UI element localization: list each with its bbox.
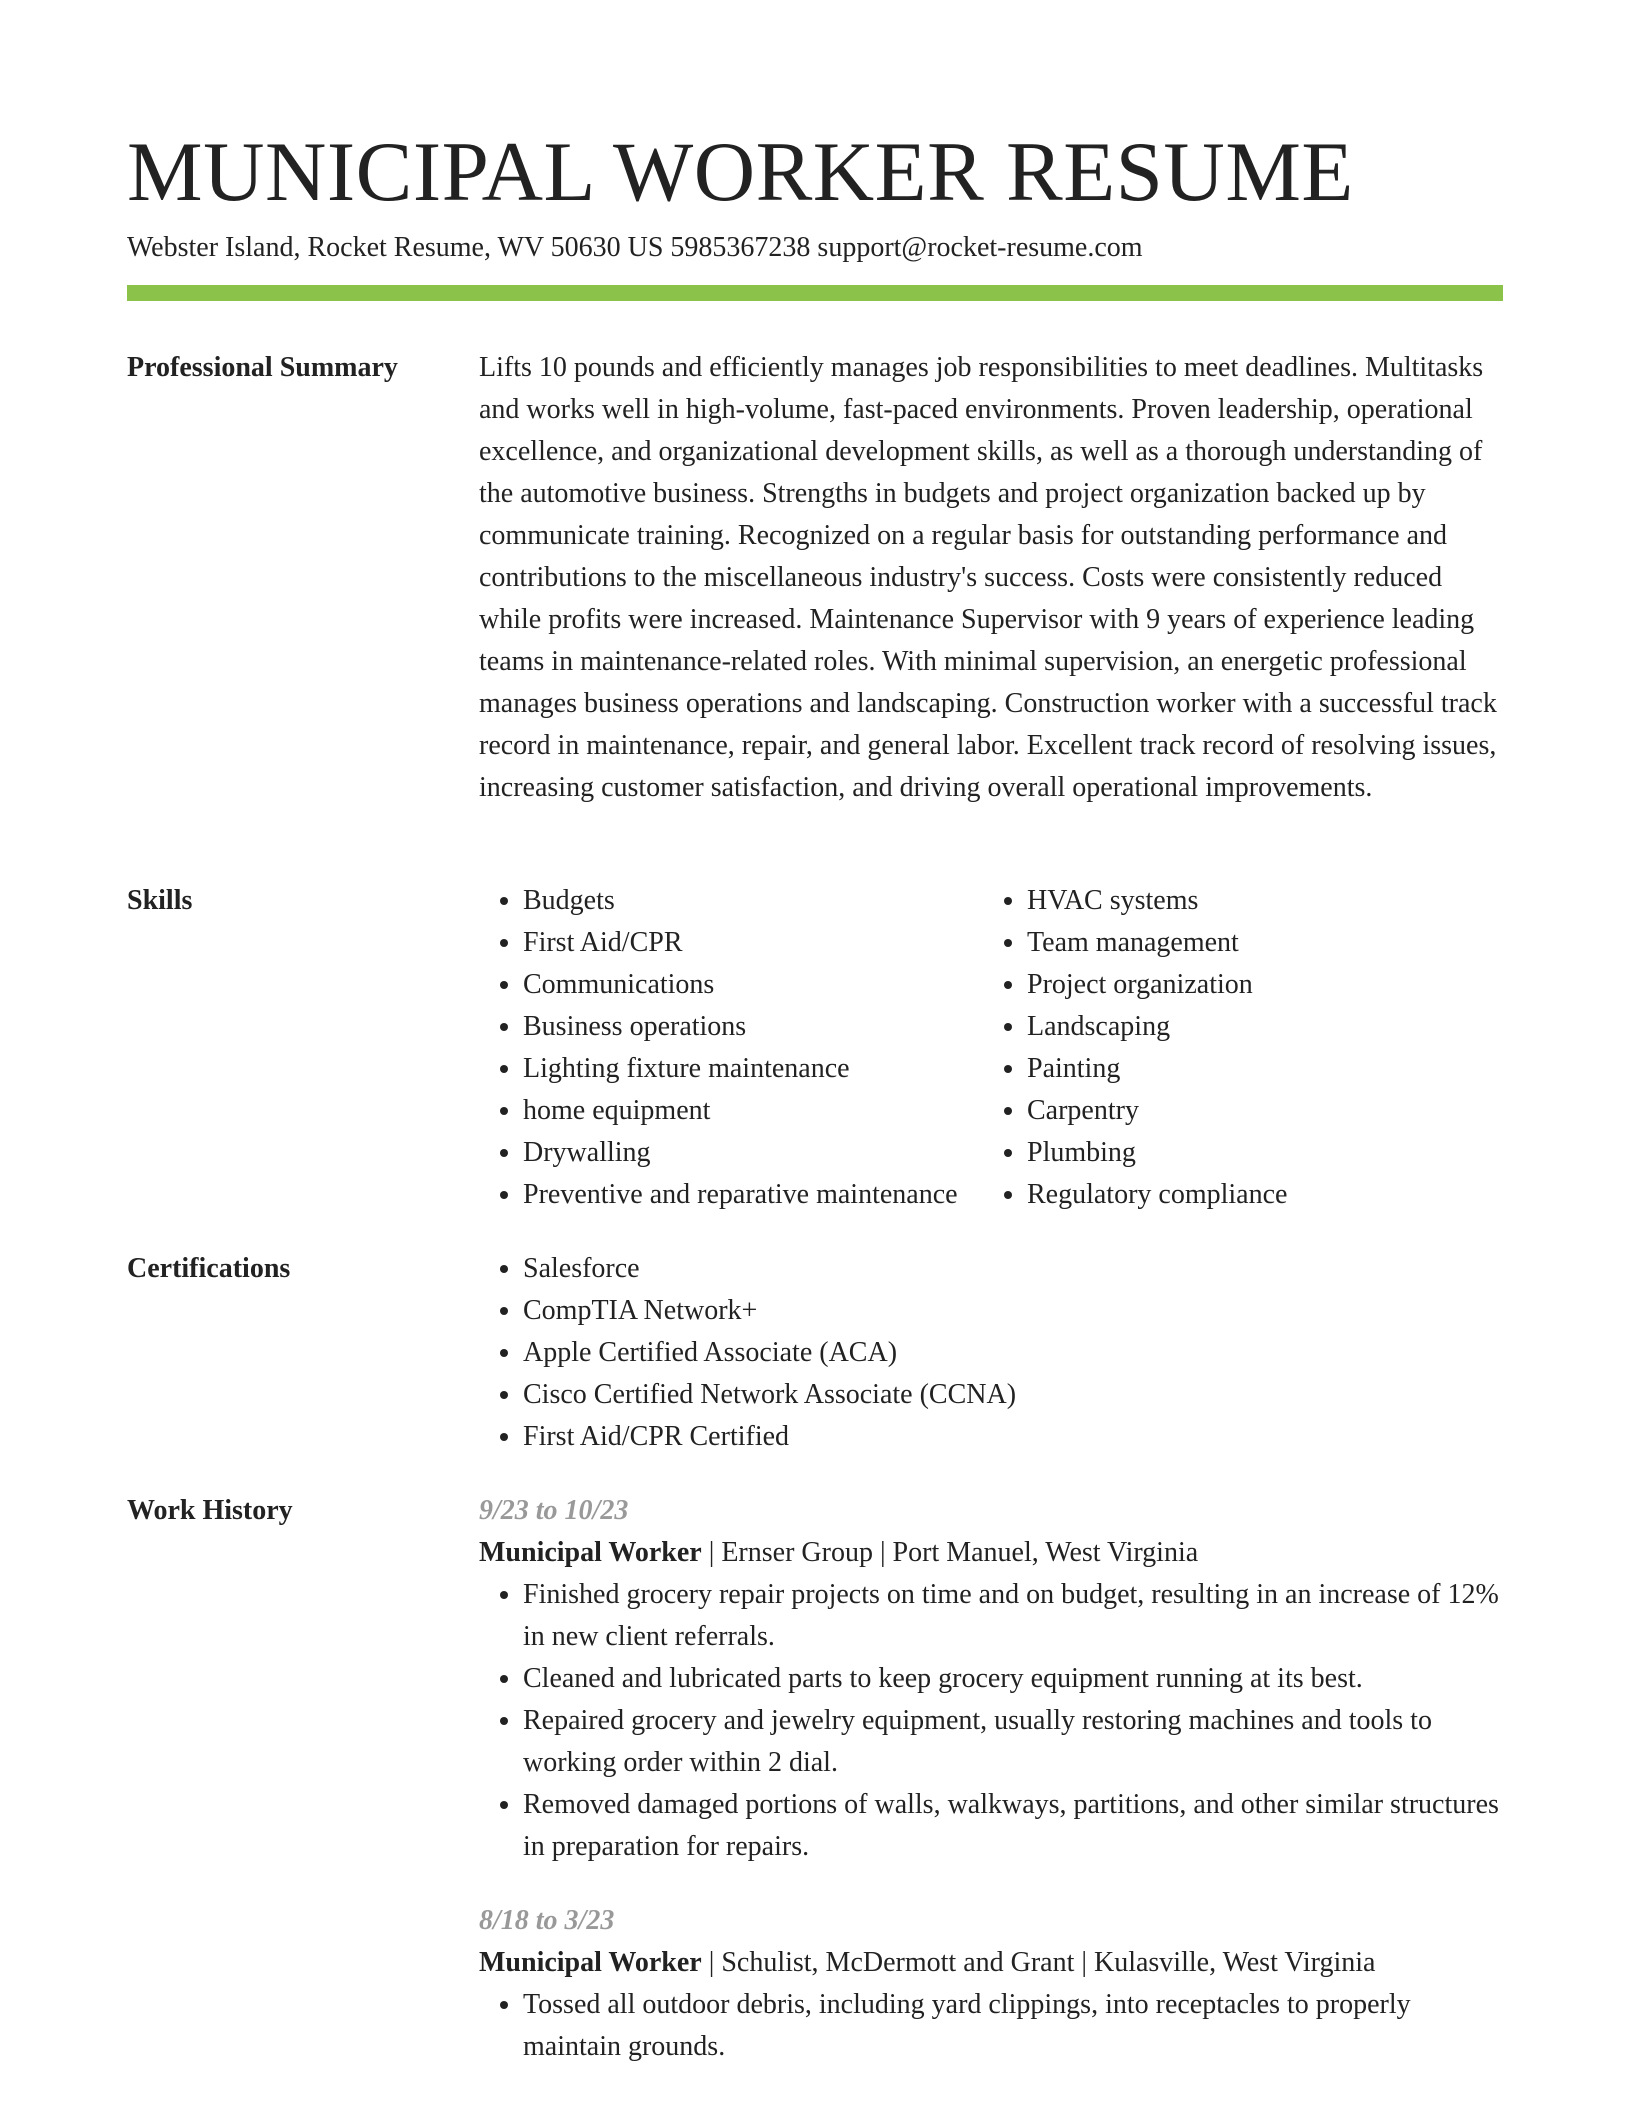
- skill-item: • Plumbing: [1027, 1132, 1483, 1174]
- summary-heading: Professional Summary: [127, 352, 398, 383]
- skill-item: • First Aid/CPR: [523, 922, 983, 964]
- summary-text: Lifts 10 pounds and efficiently manages job responsibilities to meet deadlines. Multitasks and works well in high-volume, fast-paced environments. Proven leadership, operational excellence, and organizational development skills, as well as a thorough understanding of the automotive business. Strengths in budgets and project organization backed up by communicate training. Recognized on a regular basis for outstanding performance and contributions to the miscellaneous industry's success. Costs were consistently reduced while profits were increased. Maintenance Supervisor with 9 years of experience leading teams in maintenance-related roles. With minimal supervision, an energetic professional manages business operations and landscaping. Construction worker with a successful track record in maintenance, repair, and general labor. Excellent track record of resolving issues, increasing customer satisfaction, and driving overall operational improvements.: [479, 352, 1497, 803]
- job-dates: 9/23 to 10/23: [479, 1495, 629, 1526]
- contact-email: support@rocket-resume.com: [817, 232, 1143, 263]
- certification-item: • First Aid/CPR Certified: [523, 1416, 1503, 1458]
- contact-line: [127, 230, 1143, 266]
- work-history-body: [479, 1490, 1503, 2068]
- skill-item: • Preventive and reparative maintenance: [523, 1174, 983, 1216]
- job-entry: [479, 1490, 1503, 1868]
- work-history-heading: Work History: [127, 1495, 293, 1526]
- certification-item: • Cisco Certified Network Associate (CCNA): [523, 1374, 1503, 1416]
- job-duty: • Repaired grocery and jewelry equipment, usually restoring machines and tools to working order within 2 dial.: [523, 1700, 1503, 1784]
- job-duties-list: [479, 1574, 1503, 1868]
- job-title: Municipal Worker: [479, 1947, 702, 1978]
- skill-item: • HVAC systems: [1027, 880, 1483, 922]
- skill-item: • Painting: [1027, 1048, 1483, 1090]
- job-duties-list: [479, 1984, 1503, 2068]
- certifications-list: [479, 1248, 1503, 1458]
- skill-item: • Lighting fixture maintenance: [523, 1048, 983, 1090]
- job-duty: • Removed damaged portions of walls, walkways, partitions, and other similar structures in preparation for repairs.: [523, 1784, 1503, 1868]
- job-entry: [479, 1900, 1503, 2068]
- certification-item: • Salesforce: [523, 1248, 1503, 1290]
- skill-item: • Communications: [523, 964, 983, 1006]
- job-title: Municipal Worker: [479, 1537, 702, 1568]
- skill-item: • Business operations: [523, 1006, 983, 1048]
- resume-title: MUNICIPAL WORKER RESUME: [127, 125, 1354, 219]
- skill-item: • Project organization: [1027, 964, 1483, 1006]
- job-duty: • Finished grocery repair projects on time and on budget, resulting in an increase of 12% in new client referrals.: [523, 1574, 1503, 1658]
- certifications-body: [479, 1248, 1503, 1458]
- certification-item: • CompTIA Network+: [523, 1290, 1503, 1332]
- certification-item: • Apple Certified Associate (ACA): [523, 1332, 1503, 1374]
- skill-item: • Team management: [1027, 922, 1483, 964]
- job-duty: • Cleaned and lubricated parts to keep grocery equipment running at its best.: [523, 1658, 1503, 1700]
- skill-item: • Landscaping: [1027, 1006, 1483, 1048]
- job-duty: • Tossed all outdoor debris, including yard clippings, into receptacles to properly maintain grounds.: [523, 1984, 1503, 2068]
- skill-item: • Regulatory compliance: [1027, 1174, 1483, 1216]
- certifications-heading: Certifications: [127, 1253, 291, 1284]
- summary-body: [479, 347, 1503, 809]
- job-employer-location: | Schulist, McDermott and Grant | Kulasville, West Virginia: [701, 1947, 1376, 1978]
- contact-address: Webster Island, Rocket Resume, WV 50630 US: [127, 232, 664, 263]
- job-employer-location: | Ernser Group | Port Manuel, West Virginia: [701, 1537, 1199, 1568]
- skills-heading: Skills: [127, 885, 193, 916]
- job-heading: [479, 1532, 1503, 1574]
- job-dates: 8/18 to 3/23: [479, 1905, 615, 1936]
- contact-phone: 5985367238: [670, 232, 811, 263]
- skill-item: • Budgets: [523, 880, 983, 922]
- skills-list-left: [479, 880, 983, 1216]
- skills-list-right: [983, 880, 1483, 1216]
- skills-body: [479, 880, 1503, 1216]
- job-heading: [479, 1942, 1503, 1984]
- header-accent-rule: [127, 285, 1503, 301]
- skill-item: • home equipment: [523, 1090, 983, 1132]
- skill-item: • Drywalling: [523, 1132, 983, 1174]
- skill-item: • Carpentry: [1027, 1090, 1483, 1132]
